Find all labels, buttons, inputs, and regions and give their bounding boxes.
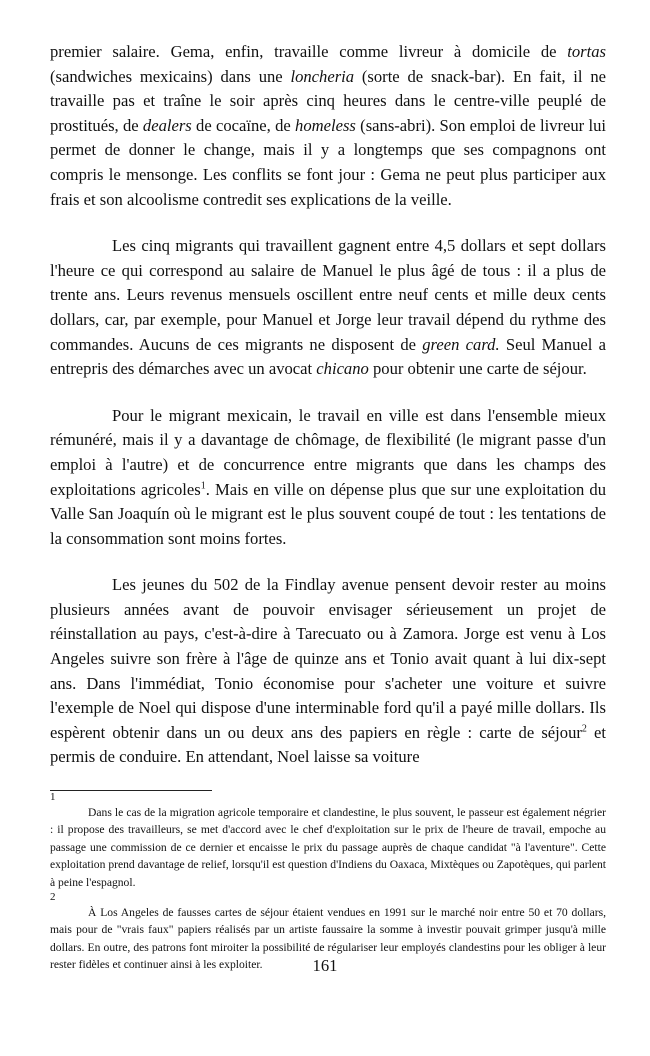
text-run: . Mais en ville on dépense plus que sur une exploitation du Valle San Joaquín où le migrant est le plus souvent coupé de tout : les tentations de la consommation sont moins fortes.	[50, 479, 606, 548]
text-run: et permis de conduire. En attendant, Noel laisse sa voiture	[50, 722, 607, 767]
text-run: (sans-abri). Son emploi de livreur lui permet de donner le change, mais il y a longtemps que ses compagnons ont compris le mensonge. Les conflits se font jour : Gema ne peut plus participer aux frais et son alcoolisme contredit ses explications de la veille.	[50, 115, 607, 209]
italic-term: tortas	[567, 42, 606, 61]
paragraph	[50, 234, 606, 382]
footnote-marker: 1	[50, 791, 56, 804]
text-run: (sorte de snack-bar). En fait, il ne travaille pas et traîne le soir après cinq heures dans le centre-ville peuplé de prostitués, de	[50, 66, 606, 135]
paragraph	[50, 40, 606, 212]
italic-term: homeless	[295, 115, 356, 135]
text-run: Seul Manuel a entrepris des démarches avec un avocat	[50, 334, 606, 379]
text-run: Les jeunes du 502 de la Findlay avenue pensent devoir rester au moins plusieurs années avant de pouvoir envisager sérieusement un projet de réinstallation au pays, c'est-à-dire à Tarecuato ou à Zamora. Jorge est venu à Los Angeles suivre son frère à l'âge de quinze ans et Tonio avait quant à lui dix-sept ans. Dans l'immédiat, Tonio économise pour s'acheter une voiture et suivre l'exemple de Noel qui dispose d'une interminable ford qu'il a payé mille dollars. Ils espèrent obtenir dans un ou deux ans des papiers en règle : carte de séjour	[50, 575, 606, 742]
footnote-reference: 2	[581, 723, 587, 735]
body-text	[50, 40, 606, 770]
text-run: de cocaïne, de	[191, 115, 296, 135]
footnote-marker: 2	[50, 891, 56, 904]
italic-term: green card.	[422, 334, 500, 354]
footnote-text: À Los Angeles de fausses cartes de séjour étaient vendues en 1991 sur le marché noir entre 50 et 70 dollars, mais pour de "vrais faux" papiers réalisés par un artiste faussaire la somme à investir pouvait grimper jusqu'à mille dollars. En outre, des patrons font miroiter la possibilité de régulariser leur employés clandestins pour les obliger à leur rester fidèles et continuer ainsi à les exploiter.	[50, 906, 606, 972]
text-run: Les cinq migrants qui travaillent gagnent entre 4,5 dollars et sept dollars l'heure ce qui correspond au salaire de Manuel le plus âgé de tous : il a plus de trente ans. Leurs revenus mensuels oscillent entre neuf cents et mille deux cents dollars, car, par exemple, pour Manuel et Jorge leur travail dépend du rythme des commandes. Aucuns de ces migrants ne disposent de	[50, 236, 606, 354]
text-run: premier salaire. Gema, enfin, travaille comme livreur à domicile de	[50, 42, 568, 61]
text-run: Pour le migrant mexicain, le travail en ville est dans l'ensemble mieux rémunéré, mais il y a davantage de chômage, de flexibilité (le migrant passe d'un emploi à l'autre) et de concurrence entre migrants que dans les champs des exploitations agricoles	[50, 405, 606, 499]
paragraph	[50, 404, 606, 552]
text-run: (sandwiches mexicains) dans une	[50, 66, 291, 86]
paragraph	[50, 573, 606, 770]
page-body	[50, 40, 606, 974]
footnotes	[50, 791, 606, 974]
footnote	[50, 791, 606, 891]
page-number: 161	[312, 956, 338, 975]
footnote-text: Dans le cas de la migration agricole temporaire et clandestine, le plus souvent, le passeur est également négrier : il propose des travailleurs, se met d'accord avec le chef d'exploitation sur le prix de l'heure de travail, empoche au passage une commission de ce dernier et encaisse le prix du passage auprès de chaque candidat "à l'aventure". Cette exploitation prend davantage de relief, lorsqu'il est question d'Indiens du Oaxaca, Mixtèques ou Zapotèques, qui parlent à peine l'espagnol.	[50, 806, 606, 889]
italic-term: dealers	[142, 115, 192, 135]
italic-term: chicano	[316, 359, 369, 379]
footnote-reference: 1	[200, 479, 206, 491]
text-run: pour obtenir une carte de séjour.	[368, 359, 587, 379]
italic-term: loncheria	[290, 66, 355, 86]
